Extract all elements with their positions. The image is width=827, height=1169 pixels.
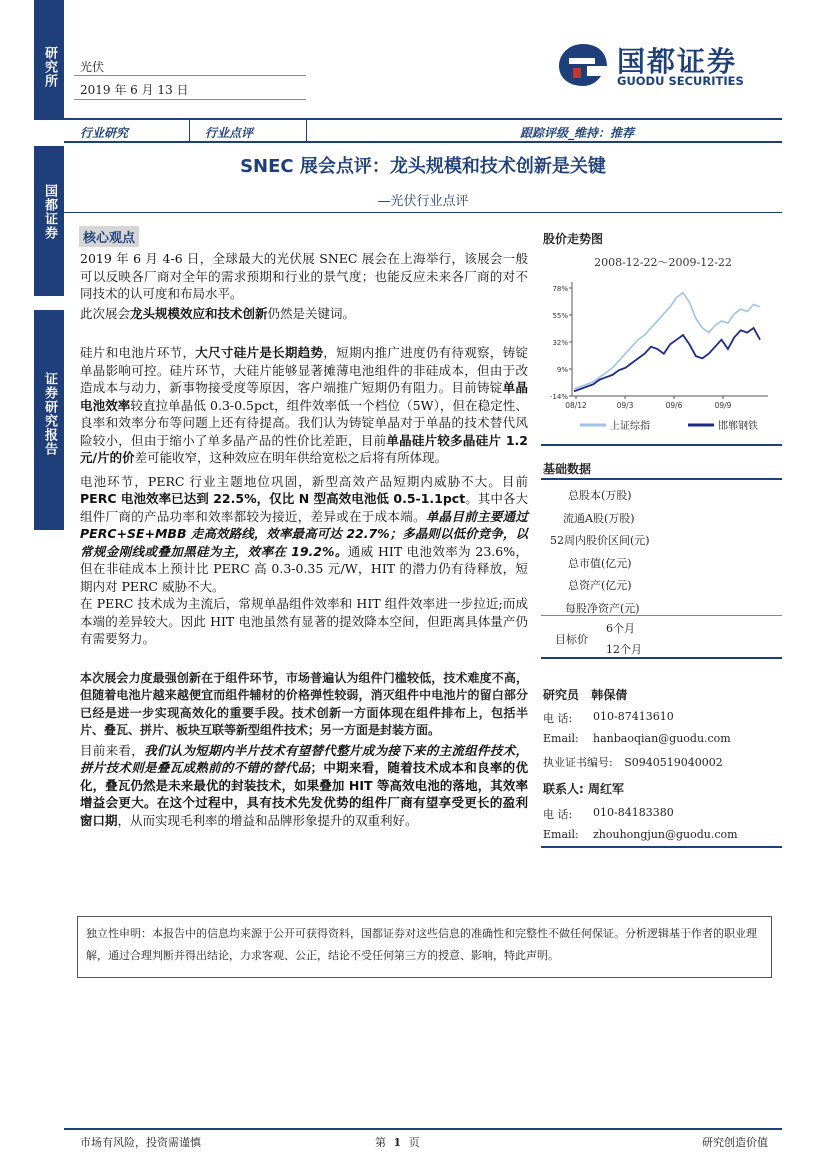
para-wafer-post: 差可能收窄，这种效应在明年供给宽松之后将有所体现。	[134, 450, 448, 465]
para-outlook-post: ，从而实现毛利率的增益和品牌形象提升的双重利好。	[117, 812, 418, 828]
phone-label-1: 电 话:	[543, 712, 573, 725]
basic-data-top-rule	[541, 478, 782, 480]
header-rule-1	[74, 75, 306, 76]
researcher-name: 韩保倩	[591, 688, 628, 702]
price-chart	[540, 268, 780, 438]
chart-y-tick-label: 78%	[552, 285, 568, 293]
title-rule	[64, 212, 782, 213]
logo-en-text: GUODU SECURITIES	[617, 74, 744, 88]
stat-market-cap: 总市值(亿元)	[568, 557, 632, 570]
analyst-bottom-rule	[541, 846, 782, 848]
contact-name: 周红军	[588, 782, 625, 796]
cert-row	[543, 754, 723, 770]
chart-legend-label: 邯郸钢铁	[718, 421, 758, 432]
phone-label-2: 电 话:	[543, 808, 573, 821]
cert-value: S0940519040002	[624, 756, 723, 769]
para-outlook-pre: 目前来看，	[80, 742, 145, 758]
chart-y-tick-label: -14%	[549, 393, 568, 401]
target-rule-bottom	[541, 657, 782, 659]
chart-x-tick-label: 08/12	[565, 401, 587, 410]
para-keywords-post: 仍然是关键词。	[267, 305, 356, 321]
para-cell-post: 通威 HIT 电池效率为 23.6%，但在非硅成本上预计比 PERC 高 0.3-0.35 元/W，HIT 的潜力仍有待释放，短期内对 PERC 威胁不大。	[80, 543, 529, 594]
para-outlook-bold-1: 我们认为短期内半片技术有望替代整片成为接下来的主流组件技术，拼片技术则是叠瓦成熟前的不错的替代品	[80, 742, 528, 775]
stat-total-shares: 总股本(万股)	[568, 489, 632, 502]
para-wafer-pre: 硅片和电池片环节，	[80, 345, 196, 360]
tag-category: 行业研究	[80, 126, 129, 140]
disclaimer-box	[77, 916, 772, 978]
para-perc: 在 PERC 技术成为主流后，常规单晶组件效率和 HIT 组件效率进一步拉近;而成本端的差异较大。因此 HIT 电池虽然有显著的提效降本空间，但距离具体量产仍有需要努力。	[80, 596, 528, 646]
page-subtitle: —光伏行业点评	[377, 194, 469, 209]
tag-bar-bottom-rule	[64, 141, 782, 143]
page-title: SNEC 展会点评：龙头规模和技术创新是关键	[240, 156, 606, 177]
tag-divider-1	[189, 119, 190, 141]
tag-rating: 跟踪评级_维持：推荐	[520, 126, 635, 140]
logo-mark-icon	[555, 40, 611, 90]
chart-x-tick-label: 09/9	[714, 401, 732, 410]
para-wafer-bold-2: 单晶电池效率	[80, 380, 528, 413]
side-band-label-company: 国都证券	[42, 184, 57, 240]
para-keywords-bold: 龙头规模效应和技术创新	[130, 305, 268, 321]
phone-value-2: 010-84183380	[593, 806, 674, 819]
email-label-2: Email:	[543, 828, 579, 841]
side-band-label-research: 研究所	[42, 46, 57, 88]
para-wafer	[80, 344, 528, 467]
para-wafer-bold-1: 大尺寸硅片是长期趋势	[195, 345, 324, 360]
para-wafer-mid-2: 较直拉单晶低 0.3-0.5pct，组件效率低一个档位（5W），但在稳定性、良率和效率分布等问题上还有待提高。我们认为铸锭单晶对于单晶的技术替代风险较小，但由于缩小了单多晶产品的性价比差距，目前	[80, 397, 528, 448]
researcher-line	[543, 686, 627, 703]
contact-label: 联系人:	[543, 782, 584, 796]
phone-value-1: 010-87413610	[593, 710, 674, 723]
footer-page-post: 页	[408, 1136, 420, 1149]
email-label-1: Email:	[543, 732, 579, 745]
side-band-bottom	[34, 310, 64, 530]
target-rule-top	[541, 615, 782, 616]
chart-x-tick-label: 09/6	[665, 401, 683, 410]
side-band-top	[34, 0, 64, 120]
chart-series-line-1	[574, 328, 760, 391]
sector-label: 光伏	[80, 60, 105, 74]
para-cell	[80, 473, 528, 596]
basic-data-heading: 基础数据	[543, 462, 592, 476]
footer-slogan: 研究创造价值	[702, 1136, 768, 1149]
tag-subcategory: 行业点评	[205, 126, 254, 140]
para-keywords-pre: 此次展会	[80, 305, 131, 321]
researcher-label: 研究员	[543, 688, 580, 702]
company-logo	[555, 40, 765, 90]
footer-page-pre: 第	[375, 1136, 386, 1149]
contact-line	[543, 780, 624, 797]
para-outlook-bold-2: ；中期来看，随着技术成本和良率的优化，叠瓦仍然是未来最优的封装技术，如果叠加 HIT 等高效电池的落地，其效率增益会更大。在这个过程中，具有技术先发优势的组件厂商有望享受更长的盈利窗口期	[80, 760, 528, 828]
stat-float-shares: 流通A股(万股)	[563, 512, 635, 525]
email-row-1	[543, 732, 731, 745]
footer-page-number: 1	[393, 1136, 402, 1149]
para-wafer-mid: ，短期内推广进度仍有待观察，铸锭单晶影响可控。硅片环节，大硅片能够显著摊薄电池组件的非硅成本，但由于改造成本与动力，新事物接受度等原因，客户端推广短期仍有阻力。目前铸锭	[80, 345, 528, 395]
disclaimer-text: 独立性申明：本报告中的信息均来源于公开可获得资料，国都证券对这些信息的准确性和完整性不做任何保证。分析逻辑基于作者的职业理解，通过合理判断并得出结论，力求客观、公正，结论不受任何第三方的授意、影响，特此声明。	[86, 927, 757, 962]
phone-row-2	[543, 806, 674, 822]
phone-row-1	[543, 710, 674, 726]
tag-divider-2	[306, 119, 307, 141]
para-cell-bold-2: 单晶目前主要通过 PERC+SE+MBB 走高效路线，效率最高可达 22.7%；多晶则以低价竞争，以常规金刚线或叠加黑硅为主，效率在 19.2%。	[80, 508, 528, 559]
para-module: 本次展会力度最强创新在于组件环节，市场普遍认为组件门槛较低，技术难度不高，但随着电池片越来越便宜而组件辅材的价格弹性较弱，消灭组件中电池片的留白部分已经是进一步实现高效化的重要手段。技术创新一方面体现在组件排布上，包括半片、叠瓦、拼片、板块互联等新型组件技术；另一方面是封装方面。	[80, 670, 528, 737]
chart-y-tick-label: 9%	[556, 366, 568, 374]
report-date: 2019 年 6 月 13 日	[80, 83, 189, 97]
para-cell-pre: 电池环节，PERC 行业主题地位巩固，新型高效产品短期内威胁不大。目前	[80, 473, 528, 489]
price-chart-heading: 股价走势图	[543, 232, 604, 246]
chart-y-tick-label: 55%	[552, 312, 568, 320]
price-chart-range: 2008-12-22～2009-12-22	[594, 256, 732, 269]
tag-bar-top-rule	[64, 118, 782, 120]
side-band-middle	[34, 146, 64, 296]
para-outlook	[80, 742, 528, 830]
chart-legend-label: 上证综指	[610, 421, 650, 432]
main-column	[80, 250, 528, 829]
stat-bvps: 每股净资产(元)	[565, 602, 640, 615]
target-6m: 6个月	[606, 622, 635, 635]
para-wafer-bold-3: 单晶硅片较多晶硅片 1.2 元/片的价	[80, 432, 528, 465]
email-value-2[interactable]: zhouhongjun@guodu.com	[593, 828, 738, 841]
para-cell-bold-1: PERC 电池效率已达到 22.5%，仅比 N 型高效电池低 0.5-1.1pct	[80, 491, 466, 506]
footer-risk: 市场有风险，投资需谨慎	[80, 1136, 201, 1149]
footer-page	[375, 1134, 420, 1150]
para-cell-mid: 。其中各大组件厂商的产品功率和效率都较为接近，差异或在于成本端。	[80, 491, 528, 524]
target-12m: 12个月	[606, 643, 642, 656]
target-price-label: 目标价	[555, 633, 588, 646]
footer-rule	[64, 1128, 782, 1130]
chart-y-tick-label: 32%	[552, 339, 568, 347]
stat-total-assets: 总资产(亿元)	[568, 579, 632, 592]
logo-cn-text: 国都证券	[617, 45, 738, 78]
para-keywords	[80, 305, 528, 323]
header-rule-2	[74, 99, 306, 100]
chart-x-tick-label: 09/3	[616, 401, 634, 410]
email-row-2	[543, 828, 738, 841]
stat-52w-range: 52周内股价区间(元)	[550, 534, 650, 547]
side-band-label-report: 证券研究报告	[42, 372, 57, 456]
cert-label: 执业证书编号:	[543, 756, 613, 769]
core-view-heading: 核心观点	[79, 226, 139, 247]
price-chart-bottom-rule	[541, 444, 782, 446]
email-value-1[interactable]: hanbaoqian@guodu.com	[593, 732, 731, 745]
para-intro: 2019 年 6 月 4-6 日，全球最大的光伏展 SNEC 展会在上海举行，该展会一般可以反映各厂商对全年的需求预期和行业的景气度；也能反应未来各厂商的对不同技术的认可度和布局水平。	[80, 251, 528, 301]
